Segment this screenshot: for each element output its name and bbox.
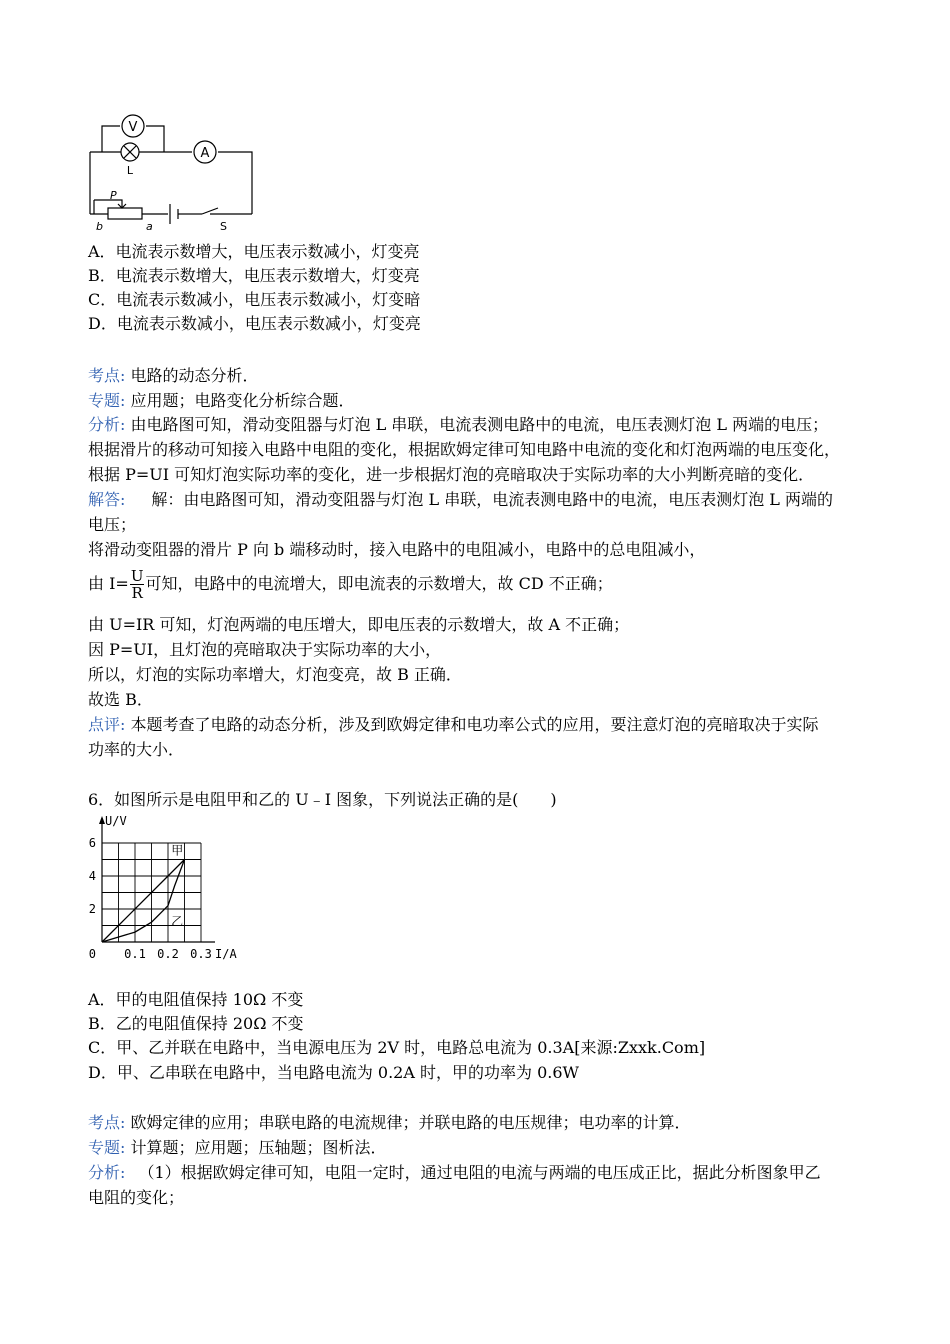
kaodian-label: 考点: bbox=[88, 1113, 126, 1132]
q6-option-b: B．乙的电阻值保持 20Ω 不变 bbox=[88, 1014, 304, 1033]
q5-fenxi bbox=[88, 414, 828, 436]
q5-option-b: B．电流表示数增大，电压表示数增大，灯变亮 bbox=[88, 266, 420, 285]
q5-option-c: C．电流表示数减小，电压表示数减小，灯变暗 bbox=[88, 290, 421, 309]
x-axis-label: I/A bbox=[215, 947, 237, 961]
q5-zhuanti bbox=[88, 390, 355, 412]
end-a-label: a bbox=[146, 220, 153, 232]
fenxi-label: 分析: bbox=[88, 1163, 126, 1182]
q6-option-a: A．甲的电阻值保持 10Ω 不变 bbox=[88, 990, 304, 1009]
q5-jieda-line-2: 电压； bbox=[88, 515, 137, 534]
q6-stem: 6．如图所示是电阻甲和乙的 U﹣I 图象，下列说法正确的是( ) bbox=[88, 790, 557, 809]
y-tick-label: 2 bbox=[88, 902, 96, 916]
q5-jieda-line-7: 所以，灯泡的实际功率增大，灯泡变亮，故 B 正确． bbox=[88, 665, 462, 684]
series-line-jia bbox=[102, 860, 185, 943]
q5-option-d: D．电流表示数减小，电压表示数减小，灯变亮 bbox=[88, 314, 421, 333]
dianping-label: 点评: bbox=[88, 715, 126, 734]
q5-dianping-line-2: 功率的大小． bbox=[88, 740, 185, 759]
kaodian-label: 考点: bbox=[88, 366, 126, 385]
slider-label: P bbox=[110, 189, 117, 202]
q6-option-d: D．甲、乙串联在电路中，当电路电流为 0.2A 时，甲的功率为 0.6W bbox=[88, 1063, 579, 1082]
x-tick-label: 0.2 bbox=[157, 947, 179, 961]
q5-fenxi-line-2: 根据滑片的移动可知接入电路中电阻的变化，根据欧姆定律可知电路中电流的变化和灯泡两端的电压变化， bbox=[88, 440, 841, 459]
zhuanti-text: 计算题；应用题；压轴题；图析法． bbox=[130, 1138, 387, 1157]
q5-formula-line bbox=[88, 566, 613, 602]
zhuanti-text: 应用题；电路变化分析综合题． bbox=[130, 391, 355, 410]
series-label-jia: 甲 bbox=[171, 843, 184, 858]
kaodian-text: 欧姆定律的应用；串联电路的电流规律；并联电路的电压规律；电功率的计算． bbox=[130, 1113, 691, 1132]
y-tick-label: 4 bbox=[88, 869, 96, 883]
q5-jieda-line-5: 由 U=IR 可知，灯泡两端的电压增大，即电压表的示数增大，故 A 不正确； bbox=[88, 615, 630, 634]
chart-axes bbox=[99, 816, 215, 942]
fraction-numerator: U bbox=[130, 567, 144, 585]
ohm-fraction bbox=[130, 568, 145, 601]
ammeter-label: A bbox=[200, 146, 210, 161]
dianping-line: 本题考查了电路的动态分析，涉及到欧姆定律和电功率公式的应用，要注意灯泡的亮暗取决于实际 bbox=[130, 715, 819, 734]
q6-option-c: C．甲、乙并联在电路中，当电源电压为 2V 时，电路总电流为 0.3A[来源:Zxxk.Com] bbox=[88, 1038, 706, 1057]
zhuanti-label: 专题: bbox=[88, 391, 126, 410]
q5-jieda-line-3: 将滑动变阻器的滑片 P 向 b 端移动时，接入电路中的电阻减小，电路中的总电阻减小， bbox=[88, 540, 706, 559]
q5-kaodian bbox=[88, 365, 259, 387]
origin-label: 0 bbox=[88, 947, 96, 961]
kaodian-text: 电路的动态分析． bbox=[130, 366, 259, 385]
q5-jieda bbox=[88, 489, 833, 511]
fraction-denominator: R bbox=[131, 584, 143, 602]
q5-dianping bbox=[88, 714, 819, 736]
series-label-yi: 乙 bbox=[171, 914, 184, 929]
q6-zhuanti bbox=[88, 1137, 387, 1159]
chart-series bbox=[102, 860, 185, 943]
q6-fenxi bbox=[88, 1162, 821, 1184]
zhuanti-label: 专题: bbox=[88, 1138, 126, 1157]
q6-kaodian bbox=[88, 1112, 691, 1134]
ui-chart bbox=[84, 812, 254, 967]
fenxi-label: 分析: bbox=[88, 415, 126, 434]
voltmeter-label: V bbox=[128, 120, 138, 135]
x-tick-label: 0.3 bbox=[190, 947, 212, 961]
jieda-first-line: 解：由电路图可知，滑动变阻器与灯泡 L 串联，电流表测电路中的电流，电压表测灯泡 L 两端的 bbox=[151, 490, 834, 509]
y-tick-label: 6 bbox=[88, 836, 96, 850]
formula-prefix: 由 I= bbox=[88, 574, 129, 593]
formula-suffix: 可知，电路中的电流增大，即电流表的示数增大，故 CD 不正确； bbox=[145, 574, 613, 593]
x-tick-label: 0.1 bbox=[124, 947, 146, 961]
y-axis-label: U/V bbox=[105, 814, 127, 828]
switch-label: S bbox=[220, 220, 227, 232]
q5-jieda-line-8: 故选 B． bbox=[88, 690, 153, 709]
fenxi-line: 由电路图可知，滑动变阻器与灯泡 L 串联，电流表测电路中的电流，电压表测灯泡 L 两端的电压； bbox=[130, 415, 829, 434]
q5-fenxi-line-3: 根据 P=UI 可知灯泡实际功率的变化，进一步根据灯泡的亮暗取决于实际功率的大小判断亮暗的变化． bbox=[88, 465, 815, 484]
lamp-label: L bbox=[126, 164, 134, 177]
circuit-diagram bbox=[84, 112, 264, 232]
q6-fenxi-line-2: 电阻的变化； bbox=[88, 1188, 185, 1207]
jieda-label: 解答: bbox=[88, 490, 126, 509]
end-b-label: b bbox=[96, 220, 103, 232]
fenxi-line: （1）根据欧姆定律可知，电阻一定时，通过电阻的电流与两端的电压成正比，据此分析图象甲乙 bbox=[138, 1163, 821, 1182]
q5-jieda-line-6: 因 P=UI，且灯泡的亮暗取决于实际功率的大小， bbox=[88, 640, 442, 659]
q5-option-a: A．电流表示数增大，电压表示数减小，灯变亮 bbox=[88, 242, 420, 261]
